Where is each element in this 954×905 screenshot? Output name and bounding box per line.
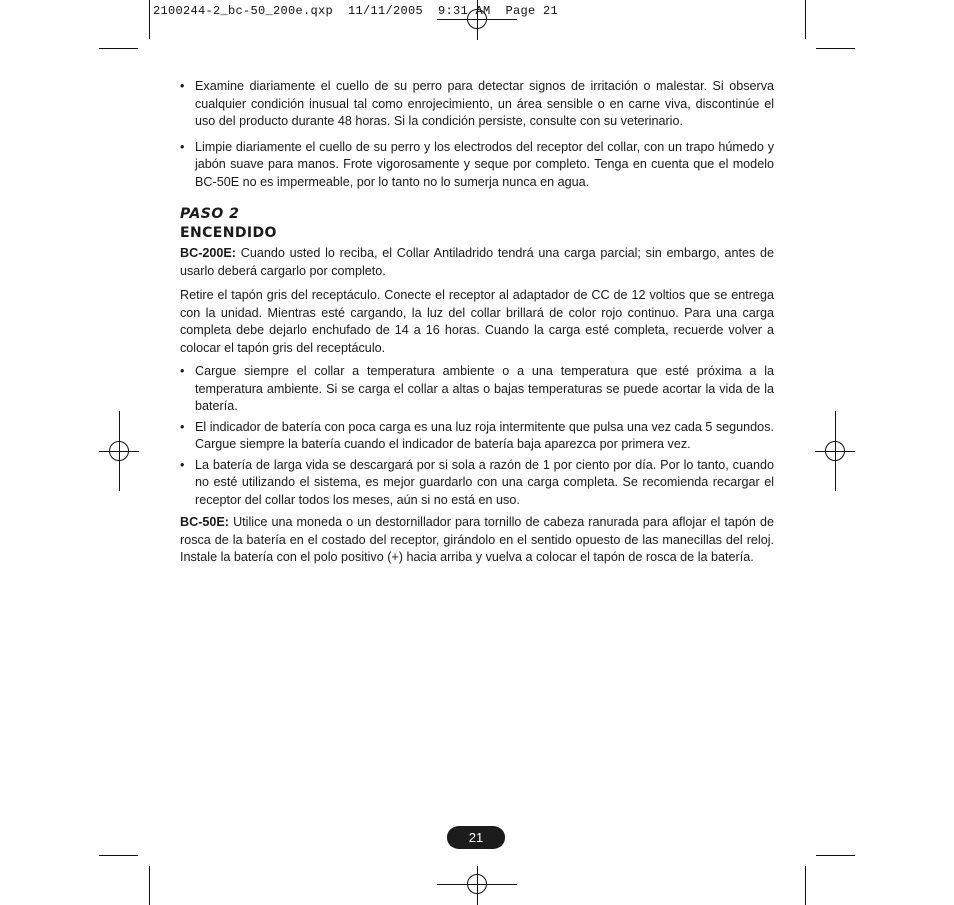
crop-mark-bottom-left-vertical [149, 866, 150, 905]
bullet-item [180, 363, 774, 416]
maintenance-bullets [180, 78, 774, 191]
file-slug-header: 2100244-2_bc-50_200e.qxp 11/11/2005 9:31 AM Page 21 [153, 4, 559, 18]
crop-mark-bottom-left-horizontal [99, 855, 138, 856]
bullet-item [180, 419, 774, 454]
registration-mark-left [99, 411, 139, 491]
bullet-dot: • [180, 364, 185, 378]
step-title: ENCENDIDO [180, 225, 277, 241]
bullet-text: Examine diariamente el cuello de su perro para detectar signos de irritación o malestar. Si observa cualquier condición inusual tal como enrojecimiento, un área sensible o en carne viva, discontinúe el uso del producto durante 48 horas. Si la condición persiste, consulte con su veterinario. [195, 79, 774, 128]
page-number: 21 [447, 826, 505, 849]
registration-mark-right [815, 411, 855, 491]
crop-mark-top-right-horizontal [816, 48, 855, 49]
bullet-item [180, 457, 774, 510]
battery-bullets [180, 363, 774, 509]
crop-mark-bottom-right-horizontal [816, 855, 855, 856]
bc200e-paragraph [180, 245, 774, 280]
step-label: PASO 2 [180, 206, 240, 222]
charging-paragraph: Retire el tapón gris del receptáculo. Conecte el receptor al adaptador de CC de 12 voltios que se entrega con la unidad. Mientras esté cargando, la luz del collar brillará de color rojo continuo. Para una carga completa debe dejarlo enchufado de 14 a 16 horas. Cuando la carga esté completa, recuerde volver a colocar el tapón gris del receptáculo. [180, 288, 774, 355]
bullet-dot: • [180, 139, 185, 154]
bullet-text: Limpie diariamente el cuello de su perro y los electrodos del receptor del collar, con un trapo húmedo y jabón suave para manos. Frote vigorosamente y seque por completo. Tenga en cuenta que el modelo BC-50E no es impermeable, por lo tanto no lo sumerja nunca en agua. [195, 139, 774, 189]
bc200e-text: Cuando usted lo reciba, el Collar Antiladrido tendrá una carga parcial; sin embargo, antes de usarlo deberá cargarlo por completo. [180, 246, 774, 278]
bc200e-label: BC-200E: [180, 246, 236, 260]
crop-mark-top-left-horizontal [99, 48, 138, 49]
bullet-dot: • [180, 79, 185, 93]
bullet-dot: • [180, 419, 185, 434]
bc50e-paragraph [180, 514, 774, 567]
bullet-text: El indicador de batería con poca carga es una luz roja intermitente que pulsa una vez cada 5 segundos. Cargue siempre la batería cuando el indicador de batería baja aparezca por primera vez. [195, 419, 774, 451]
crop-mark-bottom-right-vertical [805, 866, 806, 905]
bullet-text: Cargue siempre el collar a temperatura ambiente o a una temperatura que esté próxima a la temperatura ambiente. Si se carga el collar a altas o bajas temperaturas se puede acortar la vida de la batería. [195, 364, 774, 413]
bullet-item [180, 139, 774, 192]
bullet-text: La batería de larga vida se descargará por si sola a razón de 1 por ciento por día. Por lo tanto, cuando no esté utilizando el sistema, es mejor guardarlo con una carga completa. Se recomienda recargar el receptor del collar todos los meses, aún si no está en uso. [195, 457, 774, 507]
bullet-item [180, 78, 774, 131]
registration-mark-bottom [437, 866, 517, 905]
bc50e-label: BC-50E: [180, 515, 229, 529]
bc50e-text: Utilice una moneda o un destornillador para tornillo de cabeza ranurada para aflojar el tapón de rosca de la batería en el costado del receptor, girándolo en el sentido opuesto de las manecillas del reloj. Instale la batería con el polo positivo (+) hacia arriba y vuelva a colocar el tapón de rosca de la batería. [180, 515, 774, 564]
crop-mark-top-left-vertical [149, 0, 150, 39]
crop-mark-top-right-vertical [805, 0, 806, 39]
bullet-dot: • [180, 457, 185, 472]
